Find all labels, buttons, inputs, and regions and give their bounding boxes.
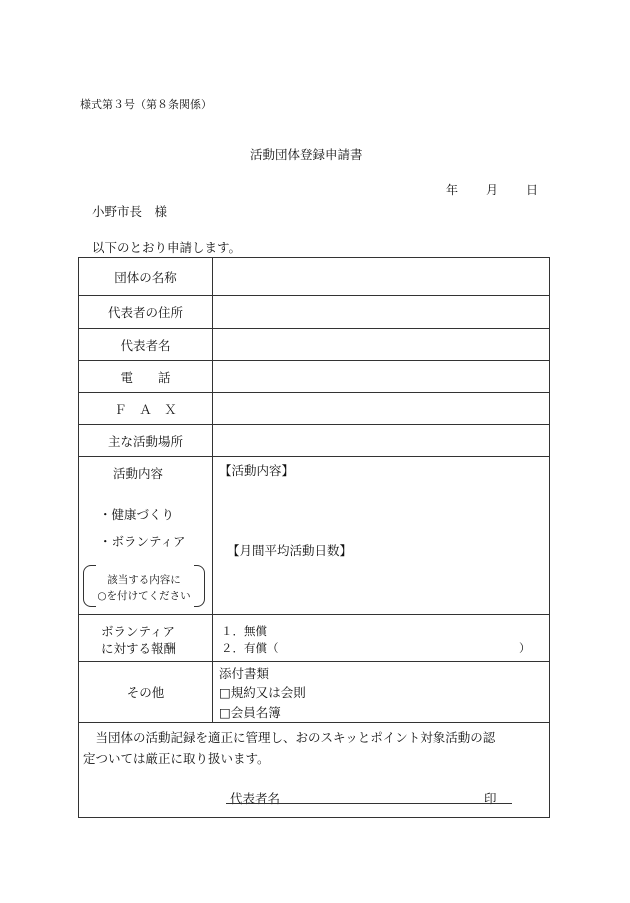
- row-other: [79, 662, 550, 723]
- label-rep-address: 代表者の住所: [79, 296, 213, 329]
- compensation-option-unpaid[interactable]: １．無償: [221, 624, 267, 638]
- activity-label-cell: [79, 457, 213, 615]
- field-rep-address[interactable]: [213, 296, 550, 329]
- activity-note-bracket: [83, 565, 205, 607]
- date-month-label: 月: [486, 183, 499, 197]
- label-fax: Ｆ Ａ Ｘ: [79, 393, 213, 425]
- label-rep-name: 代表者名: [79, 329, 213, 361]
- other-value-cell: [213, 662, 550, 723]
- activity-value-cell[interactable]: [213, 457, 550, 615]
- row-group-name: [79, 258, 550, 296]
- intro-text: 以下のとおり申請します。: [92, 240, 242, 255]
- activity-days-heading: 【月間平均活動日数】: [227, 543, 353, 558]
- seal-mark: 印: [484, 791, 497, 806]
- row-declaration: [79, 723, 550, 818]
- row-fax: [79, 393, 550, 425]
- document-title: 活動団体登録申請書: [250, 147, 363, 162]
- compensation-option-paid[interactable]: ２．有償（: [221, 641, 279, 655]
- compensation-label-line1: ボランティア: [101, 624, 176, 639]
- activity-label: 活動内容: [113, 466, 164, 481]
- attachment-rules-checkbox[interactable]: □規約又は会則: [219, 685, 306, 700]
- declaration-line2: 定ついては厳正に取り扱います。: [83, 751, 270, 766]
- compensation-label-cell: [79, 615, 213, 662]
- declaration-line1: 当団体の活動記録を適正に管理し、おのスキッとポイント対象活動の認: [83, 730, 496, 745]
- field-main-place[interactable]: [213, 425, 550, 457]
- addressee: 小野市長 様: [92, 204, 168, 219]
- signature-line[interactable]: [226, 803, 512, 804]
- activity-option-volunteer[interactable]: ・ボランティア: [99, 534, 186, 549]
- activity-note-line1: 該当する内容に: [107, 574, 181, 586]
- label-other: その他: [79, 662, 213, 723]
- representative-name-label: 代表者名: [230, 791, 281, 806]
- compensation-value-cell: [213, 615, 550, 662]
- application-form-table: [78, 257, 550, 818]
- field-group-name[interactable]: [213, 258, 550, 296]
- date-day-label: 日: [526, 183, 539, 197]
- declaration-cell: [79, 723, 550, 818]
- row-rep-name: [79, 329, 550, 361]
- label-phone: 電 話: [79, 361, 213, 393]
- label-group-name: 団体の名称: [79, 258, 213, 296]
- field-fax[interactable]: [213, 393, 550, 425]
- date-year-label: 年: [446, 183, 459, 197]
- field-phone[interactable]: [213, 361, 550, 393]
- row-activity: [79, 457, 550, 615]
- field-rep-name[interactable]: [213, 329, 550, 361]
- row-compensation: [79, 615, 550, 662]
- activity-content-heading: 【活動内容】: [219, 463, 295, 478]
- activity-note-line2: ○を付けてください: [97, 590, 191, 602]
- label-main-place: 主な活動場所: [79, 425, 213, 457]
- compensation-paid-close: ）: [519, 641, 531, 655]
- activity-option-health[interactable]: ・健康づくり: [99, 507, 175, 522]
- attachments-heading: 添付書類: [219, 666, 270, 681]
- row-main-place: [79, 425, 550, 457]
- compensation-label-line2: に対する報酬: [101, 641, 177, 656]
- attachment-member-list-checkbox[interactable]: □会員名簿: [219, 705, 281, 720]
- row-phone: [79, 361, 550, 393]
- form-number: 様式第３号（第８条関係）: [80, 98, 212, 111]
- row-rep-address: [79, 296, 550, 329]
- date-line: [446, 181, 538, 198]
